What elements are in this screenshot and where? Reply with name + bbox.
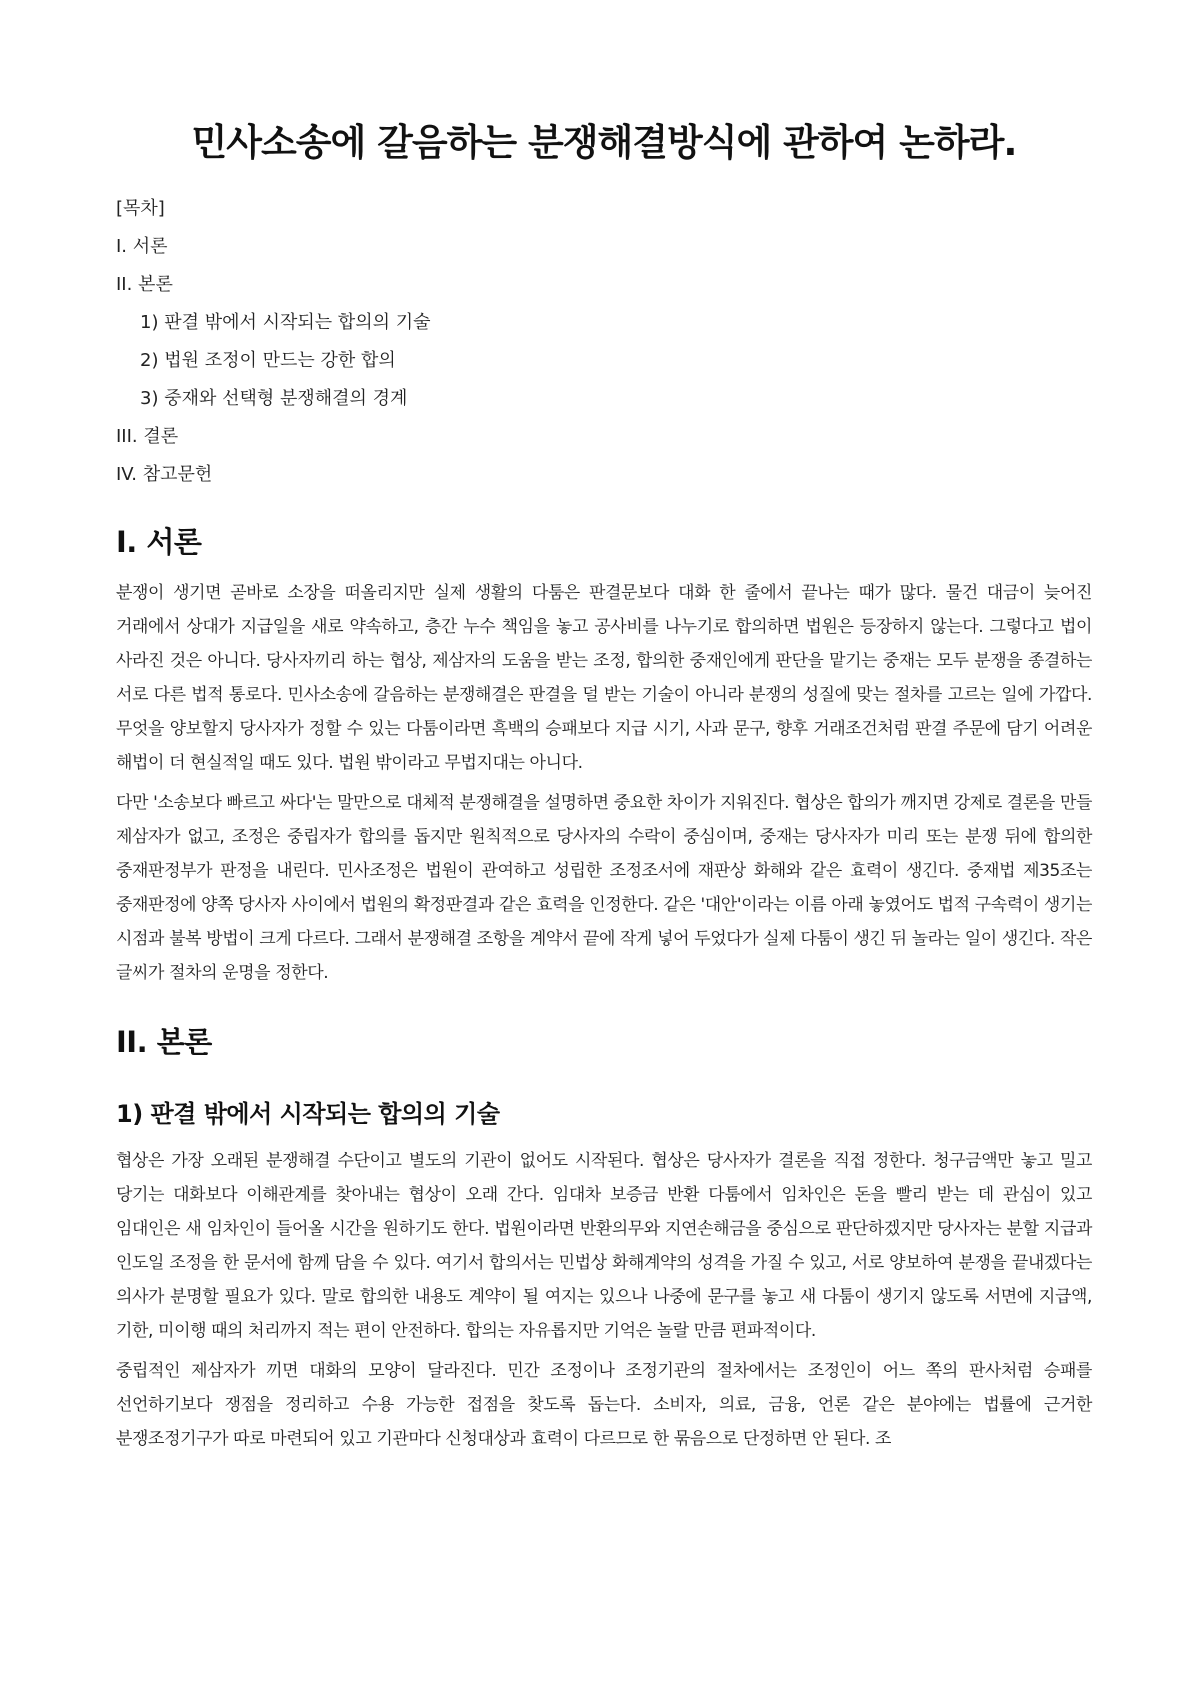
toc-item-conclusion: III. 결론: [116, 426, 179, 447]
toc-item-body-2: 2) 법원 조정이 만드는 강한 합의: [140, 350, 396, 371]
intro-heading: I. 서론: [116, 525, 202, 559]
section-spacer: [116, 996, 1092, 1020]
toc-item-references: IV. 참고문헌: [116, 464, 213, 485]
intro-paragraph-1: 분쟁이 생기면 곧바로 소장을 떠올리지만 실제 생활의 다툼은 판결문보다 대화 한 줄에서 끝나는 때가 많다. 물건 대금이 늦어진 거래에서 상대가 지급일을 새로 약속하고, 층간 누수 책임을 놓고 공사비를 나누기로 합의하면 법원은 등장하지 않는다. 그렇다고 법이 사라진 것은 아니다. 당사자끼리 하는 협상, 제삼자의 도움을 받는 조정, 합의한 중재인에게 판단을 맡기는 중재는 모두 분쟁을 종결하는 서로 다른 법적 통로다. 민사소송에 갈음하는 분쟁해결은 판결을 덜 받는 기술이 아니라 분쟁의 성질에 맞는 절차를 고르는 일에 가깝다. 무엇을 양보할지 당사자가 정할 수 있는 다툼이라면 흑백의 승패보다 지급 시기, 사과 문구, 향후 거래조건처럼 판결 주문에 담기 어려운 해법이 더 현실적일 때도 있다. 법원 밖이라고 무법지대는 아니다.: [116, 583, 1092, 773]
toc-label: [목차]: [116, 198, 165, 219]
intro-paragraph-2: 다만 '소송보다 빠르고 싸다'는 말만으로 대체적 분쟁해결을 설명하면 중요한 차이가 지워진다. 협상은 합의가 깨지면 강제로 결론을 만들 제삼자가 없고, 조정은 중립자가 합의를 돕지만 원칙적으로 당사자의 수락이 중심이며, 중재는 당사자가 미리 또는 분쟁 뒤에 합의한 중재판정부가 판정을 내린다. 민사조정은 법원이 관여하고 성립한 조정조서에 재판상 화해와 같은 효력이 생긴다. 중재법 제35조는 중재판정에 양쪽 당사자 사이에서 법원의 확정판결과 같은 효력을 인정한다. 같은 '대안'이라는 이름 아래 놓였어도 법적 구속력이 생기는 시점과 불복 방법이 크게 다르다. 그래서 분쟁해결 조항을 계약서 끝에 작게 넣어 두었다가 실제 다툼이 생긴 뒤 놀라는 일이 생긴다. 작은 글씨가 절차의 운명을 정한다.: [116, 793, 1092, 983]
toc-item-body-3: 3) 중재와 선택형 분쟁해결의 경계: [140, 388, 408, 409]
body-heading: II. 본론: [116, 1025, 212, 1059]
toc-item-body-1: 1) 판결 밖에서 시작되는 합의의 기술: [140, 312, 431, 333]
subsection-1-heading: 1) 판결 밖에서 시작되는 합의의 기술: [116, 1100, 500, 1128]
subsection-1-paragraph-1: 협상은 가장 오래된 분쟁해결 수단이고 별도의 기관이 없어도 시작된다. 협상은 당사자가 결론을 직접 정한다. 청구금액만 놓고 밀고 당기는 대화보다 이해관계를 찾아내는 협상이 오래 간다. 임대차 보증금 반환 다툼에서 임차인은 돈을 빨리 받는 데 관심이 있고 임대인은 새 임차인이 들어올 시간을 원하기도 한다. 법원이라면 반환의무와 지연손해금을 중심으로 판단하겠지만 당사자는 분할 지급과 인도일 조정을 한 문서에 함께 담을 수 있다. 여기서 합의서는 민법상 화해계약의 성격을 가질 수 있고, 서로 양보하여 분쟁을 끝내겠다는 의사가 분명할 필요가 있다. 말로 합의한 내용도 계약이 될 여지는 있으나 나중에 문구를 놓고 새 다툼이 생기지 않도록 서면에 지급액, 기한, 미이행 때의 처리까지 적는 편이 안전하다. 합의는 자유롭지만 기억은 놀랄 만큼 편파적이다.: [116, 1151, 1092, 1341]
subsection-1-paragraph-2: 중립적인 제삼자가 끼면 대화의 모양이 달라진다. 민간 조정이나 조정기관의 절차에서는 조정인이 어느 쪽의 판사처럼 승패를 선언하기보다 쟁점을 정리하고 수용 가능한 접점을 찾도록 돕는다. 소비자, 의료, 금융, 언론 같은 분야에는 법률에 근거한 분쟁조정기구가 따로 마련되어 있고 기관마다 신청대상과 효력이 다르므로 한 묶음으로 단정하면 안 된다. 조: [116, 1361, 1092, 1449]
toc-item-intro: I. 서론: [116, 236, 168, 257]
table-of-contents: [116, 190, 1092, 494]
body-section: [116, 1020, 1092, 1456]
intro-section: [116, 520, 1092, 990]
toc-item-body: II. 본론: [116, 274, 173, 295]
subsection-spacer: [116, 1076, 1092, 1094]
document-title: 민사소송에 갈음하는 분쟁해결방식에 관하여 논하라.: [191, 121, 1017, 164]
